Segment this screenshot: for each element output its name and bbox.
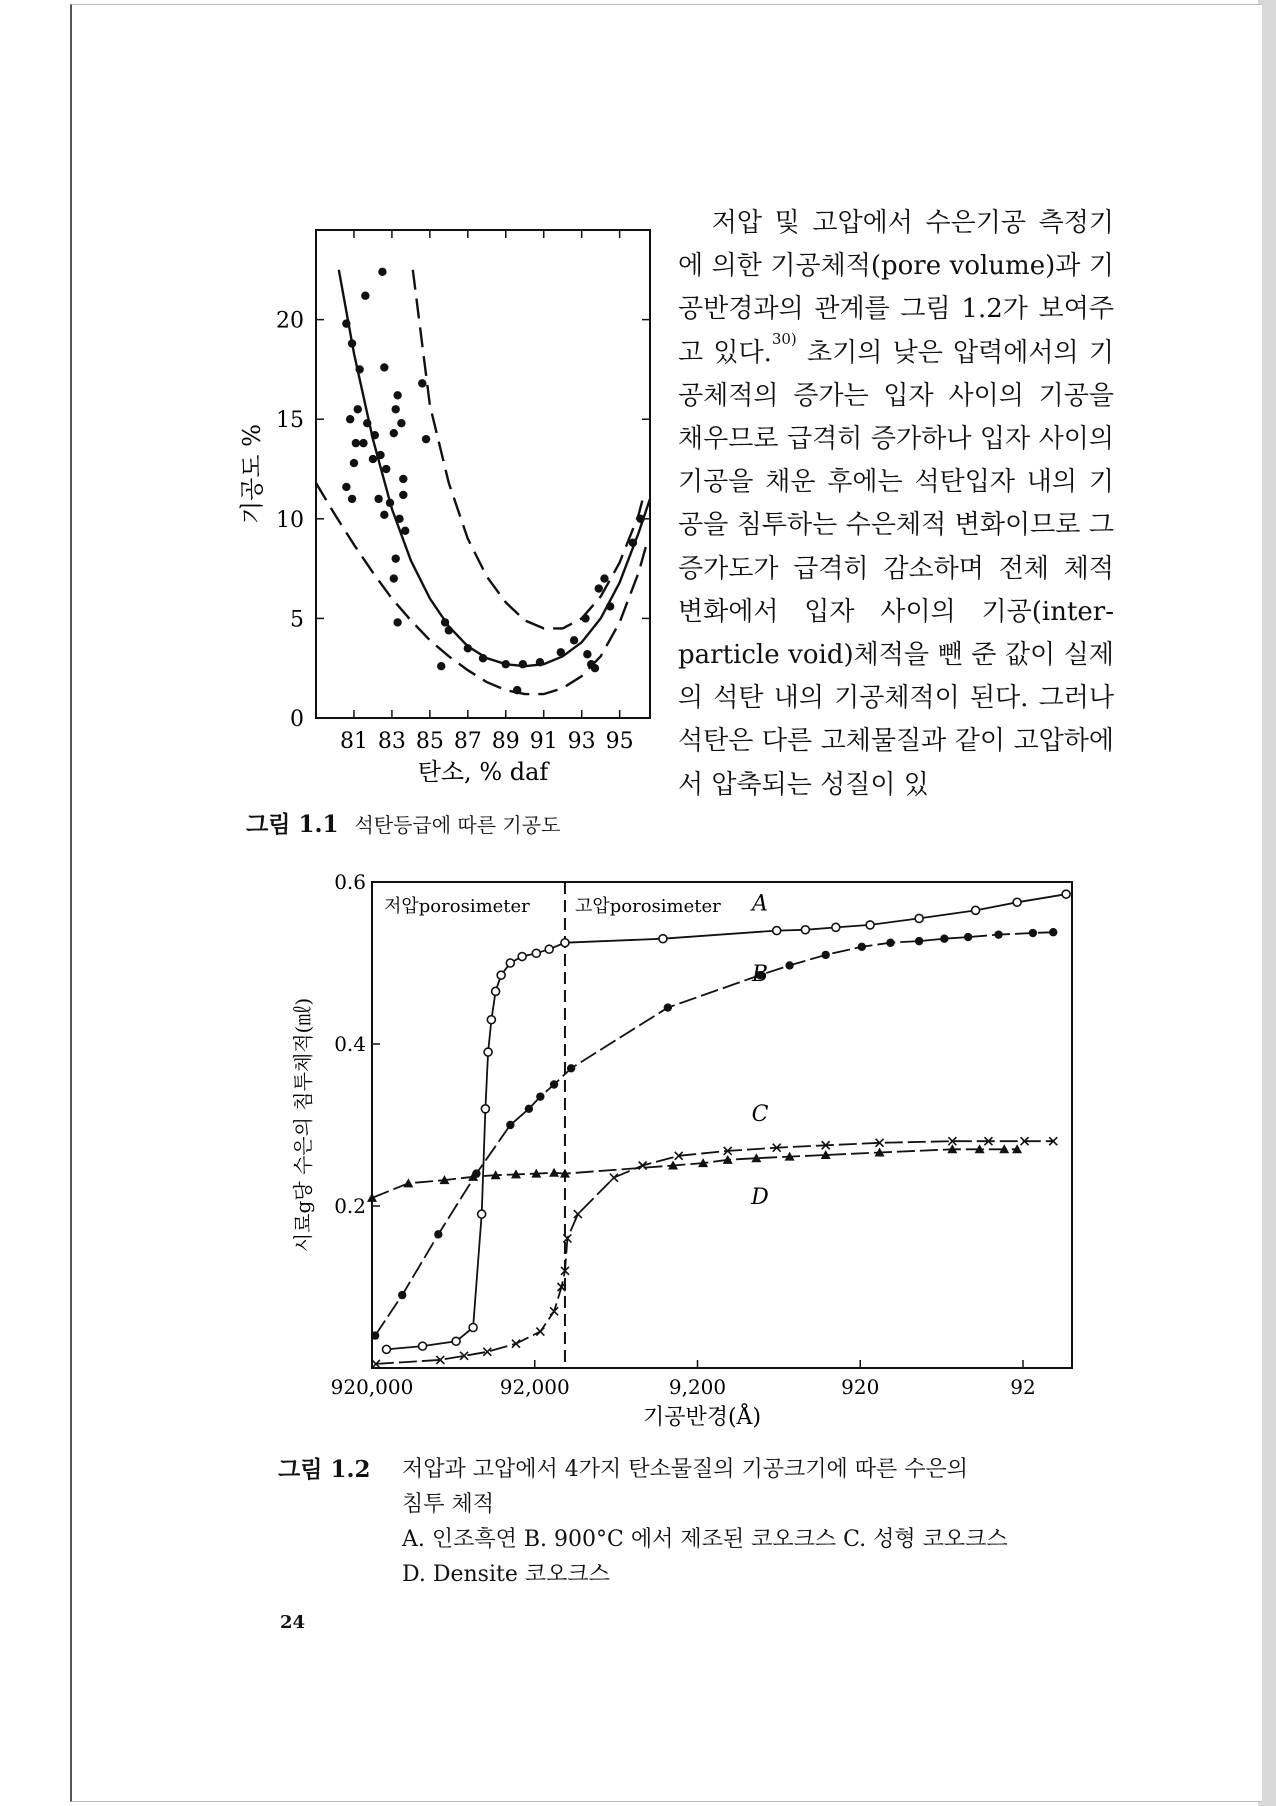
- marker-a: [1013, 898, 1021, 906]
- series-label-a: A: [752, 891, 768, 917]
- caption-number: 그림 1.2: [278, 1456, 371, 1483]
- x-tick-label: 93: [567, 729, 596, 754]
- data-point: [401, 527, 409, 535]
- marker-a: [452, 1337, 460, 1345]
- marker-b: [940, 935, 948, 943]
- data-point: [393, 618, 401, 626]
- series-label-b: B: [751, 962, 769, 987]
- data-point: [363, 419, 371, 427]
- x-tick-label: 920,000: [330, 1375, 414, 1399]
- series-label-d: D: [751, 1184, 769, 1210]
- marker-b: [525, 1105, 533, 1113]
- data-point: [513, 686, 521, 694]
- data-point: [378, 268, 386, 276]
- marker-a: [382, 1345, 390, 1353]
- marker-b: [915, 937, 923, 945]
- x-tick-label: 92: [1010, 1375, 1036, 1399]
- data-point: [397, 419, 405, 427]
- data-point: [376, 451, 384, 459]
- data-point: [399, 491, 407, 499]
- data-point: [354, 405, 362, 413]
- marker-b: [398, 1291, 406, 1299]
- marker-a: [532, 949, 540, 957]
- data-point: [390, 429, 398, 437]
- data-point: [399, 475, 407, 483]
- series-line-d: [372, 1149, 1017, 1198]
- data-point: [355, 365, 363, 373]
- region-label-low: 저압porosimeter: [384, 896, 530, 917]
- figure-1-1-caption: [246, 806, 560, 839]
- plot-frame: [316, 230, 650, 718]
- marker-a: [518, 953, 526, 961]
- marker-b: [550, 1080, 558, 1088]
- marker-b: [785, 961, 793, 969]
- y-tick-label: 0: [290, 707, 304, 732]
- caption-line: D. Densite 코오크스: [402, 1562, 610, 1587]
- data-point: [636, 515, 644, 523]
- paragraph-text-cont: 초기의 낮은 압력에서의 기공체적의 증가는 입자 사이의 기공을 채우므로 급격히 증가하나 입자 사이의 기공을 채운 후에는 석탄입자 내의 기공을 침투하는 수은체적 변화이므로 그 증가도가 급격히 감소하며 전체 체적 변화에서 입자 사이의 기공(inter-particle void)체적을 뺀 준 값이 실제의 석탄 내의 기공체적이 된다. 그러나 석탄은 다른 고체물질과 같이 고압하에서 압축되는 성질이 있: [678, 337, 1114, 800]
- marker-b: [1029, 929, 1037, 937]
- data-point: [386, 499, 394, 507]
- data-point: [422, 435, 430, 443]
- data-point: [536, 658, 544, 666]
- data-point: [519, 660, 527, 668]
- data-point: [361, 292, 369, 300]
- data-point: [342, 319, 350, 327]
- paragraph-text: 저압 및 고압에서 수은기공 측정기에 의한 기공체적(pore volume)과 기공반경과의 관계를 그림 1.2가 보여주고 있다.: [678, 208, 1114, 368]
- caption-line: A. 인조흑연 B. 900°C 에서 제조된 코오크스 C. 성형 코오크스: [402, 1527, 1008, 1552]
- data-point: [445, 626, 453, 634]
- porosity-chart: [230, 220, 670, 800]
- caption-number: 그림 1.1: [246, 811, 339, 838]
- data-point: [395, 515, 403, 523]
- data-point: [393, 391, 401, 399]
- data-point: [380, 511, 388, 519]
- marker-a: [659, 935, 667, 943]
- data-point: [591, 664, 599, 672]
- marker-d: [723, 1155, 733, 1164]
- marker-a: [487, 1016, 495, 1024]
- data-point: [581, 614, 589, 622]
- y-tick-label: 0.4: [334, 1032, 366, 1056]
- y-tick-label: 10: [276, 507, 304, 533]
- y-tick-label: 5: [290, 607, 304, 633]
- body-paragraph: [678, 202, 1114, 807]
- data-point: [346, 415, 354, 423]
- data-point: [380, 363, 388, 371]
- x-tick-label: 920: [841, 1375, 880, 1399]
- marker-a: [545, 945, 553, 953]
- series-line-a: [386, 894, 1066, 1349]
- marker-a: [561, 939, 569, 947]
- plot-frame: [372, 882, 1072, 1368]
- marker-b: [822, 951, 830, 959]
- marker-a: [866, 921, 874, 929]
- marker-a: [478, 1210, 486, 1218]
- y-axis-label: 시료g당 수은의 침투체적(㎖): [291, 997, 315, 1253]
- caption-line: 침투 체적: [402, 1492, 495, 1517]
- marker-a: [469, 1324, 477, 1332]
- marker-a: [801, 926, 809, 934]
- marker-b: [964, 933, 972, 941]
- marker-c: [574, 1210, 582, 1218]
- x-tick-label: 85: [415, 729, 444, 754]
- marker-b: [536, 1092, 544, 1100]
- marker-a: [1062, 890, 1070, 898]
- marker-a: [832, 923, 840, 931]
- marker-b: [664, 1003, 672, 1011]
- data-point: [441, 618, 449, 626]
- marker-a: [419, 1342, 427, 1350]
- data-point: [348, 495, 356, 503]
- x-tick-label: 9,200: [668, 1375, 727, 1399]
- data-point: [570, 636, 578, 644]
- x-tick-label: 92,000: [499, 1375, 570, 1399]
- marker-a: [492, 987, 500, 995]
- marker-a: [972, 906, 980, 914]
- data-point: [557, 648, 565, 656]
- data-point: [390, 574, 398, 582]
- marker-b: [1049, 928, 1057, 936]
- data-point: [371, 431, 379, 439]
- marker-a: [484, 1048, 492, 1056]
- caption-text: 석탄등급에 따른 기공도: [354, 813, 561, 837]
- data-point: [606, 602, 614, 610]
- data-point: [348, 339, 356, 347]
- data-point: [629, 539, 637, 547]
- data-point: [595, 584, 603, 592]
- marker-b: [434, 1230, 442, 1238]
- marker-b: [506, 1121, 514, 1129]
- data-point: [374, 495, 382, 503]
- x-tick-label: 81: [339, 729, 368, 754]
- envelope-curve: [413, 270, 645, 629]
- data-point: [418, 379, 426, 387]
- x-tick-label: 89: [491, 729, 520, 754]
- y-tick-label: 0.2: [334, 1194, 366, 1218]
- marker-c: [536, 1328, 544, 1336]
- data-point: [583, 650, 591, 658]
- y-tick-label: 20: [276, 308, 304, 334]
- data-point: [369, 455, 377, 463]
- data-point: [382, 465, 390, 473]
- y-tick-label: 15: [276, 408, 304, 434]
- mercury-intrusion-chart: [280, 864, 1100, 1444]
- x-axis-label: 기공반경(Å): [642, 1405, 762, 1430]
- y-tick-label: 0.6: [334, 870, 366, 894]
- x-tick-label: 91: [529, 729, 558, 754]
- marker-b: [886, 939, 894, 947]
- data-point: [600, 574, 608, 582]
- region-label-high: 고압porosimeter: [574, 896, 721, 917]
- data-point: [464, 644, 472, 652]
- caption-line: 저압과 고압에서 4가지 탄소물질의 기공크기에 따른 수은의: [402, 1457, 969, 1482]
- marker-b: [994, 930, 1002, 938]
- marker-b: [858, 943, 866, 951]
- data-point: [350, 459, 358, 467]
- data-point: [437, 662, 445, 670]
- figure-1-1: [230, 220, 670, 800]
- marker-c: [610, 1174, 618, 1182]
- y-axis-label: 기공도 %: [238, 424, 266, 524]
- data-point: [502, 660, 510, 668]
- marker-d: [403, 1178, 413, 1187]
- data-point: [392, 405, 400, 413]
- figure-1-2-caption: [278, 1452, 1118, 1592]
- x-tick-label: 83: [377, 729, 406, 754]
- x-tick-label: 95: [605, 729, 634, 754]
- series-label-c: C: [751, 1101, 769, 1127]
- marker-b: [567, 1064, 575, 1072]
- data-point: [392, 554, 400, 562]
- marker-b: [371, 1331, 379, 1339]
- data-point: [479, 654, 487, 662]
- page-number: 24: [280, 1612, 306, 1633]
- footnote-ref: 30): [771, 329, 797, 348]
- marker-a: [915, 914, 923, 922]
- data-point: [342, 483, 350, 491]
- x-axis-label: 탄소, % daf: [417, 758, 549, 786]
- marker-a: [481, 1105, 489, 1113]
- marker-a: [506, 959, 514, 967]
- marker-a: [497, 971, 505, 979]
- marker-a: [773, 927, 781, 935]
- data-point: [352, 439, 360, 447]
- figure-1-2: [280, 864, 1100, 1444]
- data-point: [359, 439, 367, 447]
- x-tick-label: 87: [453, 729, 482, 754]
